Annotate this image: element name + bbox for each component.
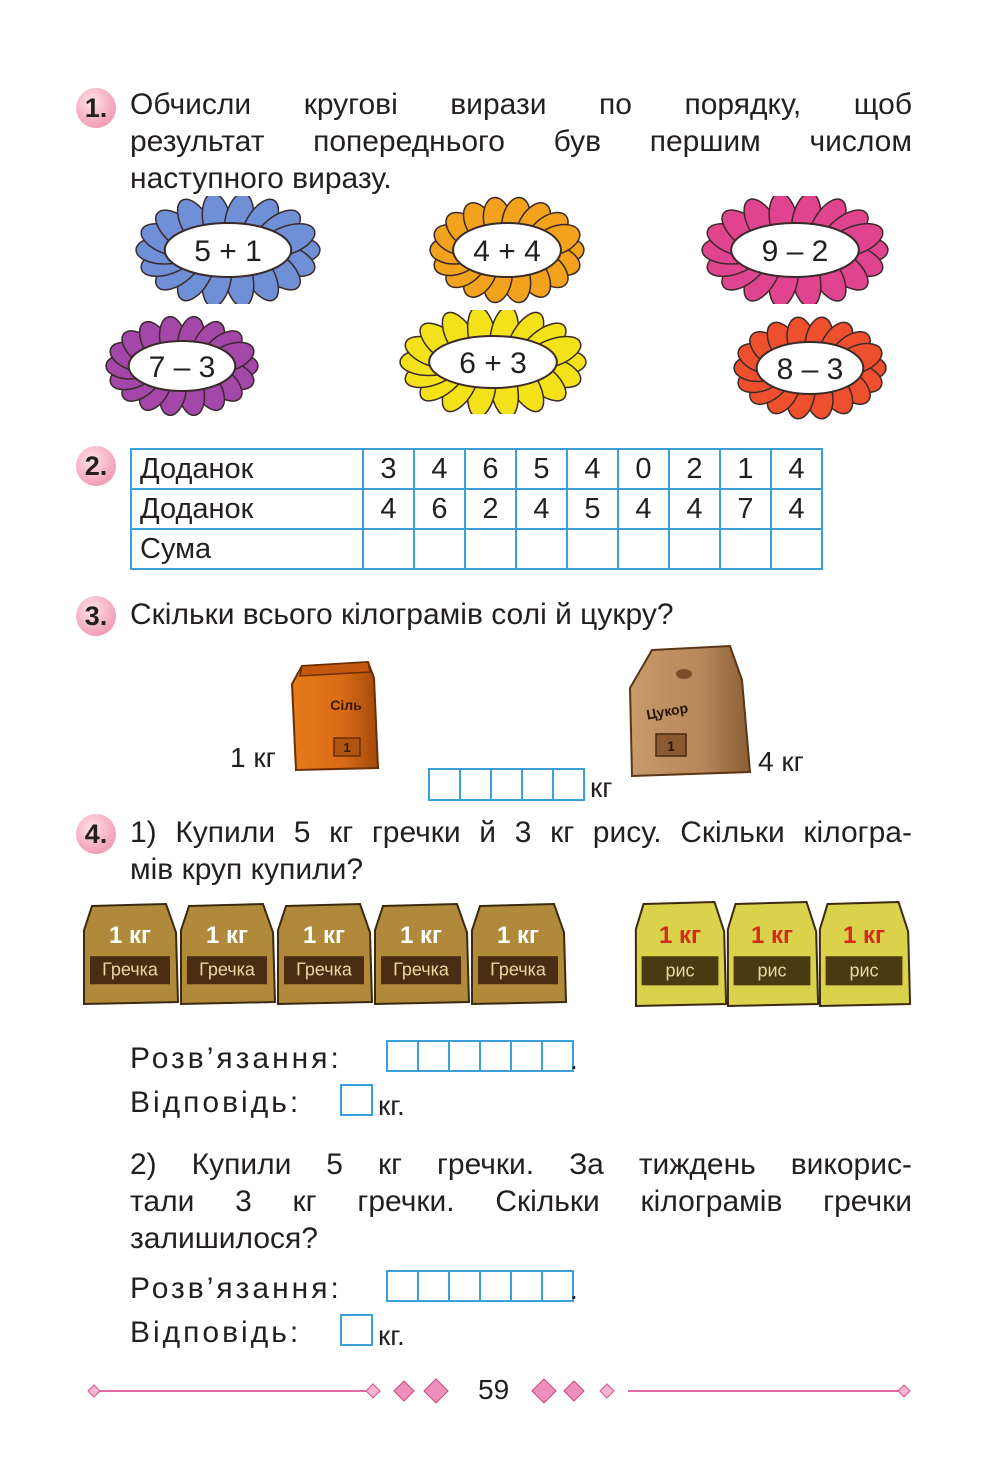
- salt-bag-label: Сіль: [330, 697, 362, 713]
- sum-table: [130, 448, 823, 570]
- task4-part2-line: 2) Купили 5 кг гречки. За тиждень викорис-: [130, 1148, 912, 1181]
- flower-expression: [96, 316, 268, 416]
- sugar-bag-number: 1: [667, 738, 675, 754]
- task4-part2-line: залишилося?: [130, 1222, 318, 1255]
- answer-label: Відповідь:: [130, 1316, 302, 1349]
- sum-cell[interactable]: [465, 529, 516, 569]
- addend-cell: 5: [516, 449, 567, 489]
- solution-label: Розв’язання:: [130, 1272, 342, 1305]
- solution-period: .: [570, 1274, 578, 1305]
- table-row: [131, 489, 822, 529]
- bag-name-label: рис: [849, 960, 879, 981]
- task-number: 2.: [76, 446, 116, 486]
- page-number: 59: [478, 1374, 510, 1405]
- bag-name-label: Гречка: [199, 959, 255, 980]
- bag-weight-label: 1 кг: [842, 921, 886, 949]
- sum-cell[interactable]: [567, 529, 618, 569]
- solution-label: Розв’язання:: [130, 1042, 342, 1075]
- addend-cell: 3: [363, 449, 414, 489]
- task4-part1-line: мів круп купили?: [130, 853, 364, 886]
- task1-text-line: наступного виразу.: [130, 162, 392, 195]
- bag-name-label: Гречка: [102, 959, 158, 980]
- answer-box[interactable]: [340, 1314, 373, 1346]
- task-number: 4.: [76, 814, 116, 854]
- addend-cell: 6: [414, 489, 465, 529]
- flower-expression: [692, 196, 898, 304]
- flower-expression-text: 4 + 4: [473, 235, 541, 268]
- task-number: 3.: [76, 596, 116, 636]
- task3-question: Скільки всього кілограмів солі й цукру?: [130, 598, 674, 631]
- grain-bag-icon: [274, 900, 374, 1008]
- bag-weight-label: 1 кг: [750, 921, 794, 949]
- flower-expression: [126, 196, 330, 304]
- bag-weight-label: 1 кг: [496, 922, 540, 950]
- row-label: Сума: [131, 529, 363, 569]
- addend-cell: 4: [771, 489, 822, 529]
- sum-cell[interactable]: [363, 529, 414, 569]
- flower-expression-text: 5 + 1: [194, 235, 262, 268]
- bag-weight-label: 1 кг: [399, 922, 443, 950]
- addend-cell: 2: [465, 489, 516, 529]
- grain-bag-icon: [177, 900, 277, 1008]
- bag-weight-label: 1 кг: [205, 922, 249, 950]
- task-number: 1.: [76, 88, 116, 128]
- grain-bag-icon: [371, 900, 471, 1008]
- sum-cell[interactable]: [669, 529, 720, 569]
- addend-cell: 5: [567, 489, 618, 529]
- row-label: Доданок: [131, 489, 363, 529]
- bag-name-label: рис: [665, 960, 695, 981]
- solution-period: .: [570, 1044, 578, 1075]
- addend-cell: 4: [414, 449, 465, 489]
- addend-cell: 4: [771, 449, 822, 489]
- sum-cell[interactable]: [618, 529, 669, 569]
- addend-cell: 4: [669, 489, 720, 529]
- addend-cell: 1: [720, 449, 771, 489]
- answer-label: Відповідь:: [130, 1086, 302, 1119]
- bag-name-label: Гречка: [490, 959, 546, 980]
- addend-cell: 4: [618, 489, 669, 529]
- answer-unit: кг.: [378, 1090, 405, 1121]
- sum-cell[interactable]: [516, 529, 567, 569]
- solution-boxes[interactable]: [386, 1270, 574, 1302]
- sugar-bag-label: Цукор: [645, 699, 690, 723]
- task4-part1-line: 1) Купили 5 кг гречки й 3 кг рису. Скільки кілогра-: [130, 816, 912, 849]
- addend-cell: 0: [618, 449, 669, 489]
- sugar-weight: 4 кг: [758, 746, 804, 777]
- sum-cell[interactable]: [414, 529, 465, 569]
- addend-cell: 4: [363, 489, 414, 529]
- grain-bag-icon: [80, 900, 180, 1008]
- bag-weight-label: 1 кг: [302, 922, 346, 950]
- sum-cell[interactable]: [771, 529, 822, 569]
- bag-name-label: Гречка: [296, 959, 352, 980]
- flower-expression-text: 6 + 3: [459, 347, 527, 380]
- bag-weight-label: 1 кг: [108, 922, 152, 950]
- flower-expression: [390, 310, 596, 414]
- grain-bag-icon: [468, 900, 568, 1008]
- addend-cell: 2: [669, 449, 720, 489]
- salt-weight: 1 кг: [230, 742, 276, 773]
- sum-cell[interactable]: [720, 529, 771, 569]
- task1-text-line: результат попереднього був першим числом: [130, 125, 912, 158]
- flower-expression-text: 7 – 3: [148, 351, 216, 384]
- answer-unit: кг: [590, 772, 613, 803]
- flower-expression-text: 8 – 3: [776, 353, 844, 386]
- salt-bag-image: [286, 656, 386, 776]
- row-label: Доданок: [131, 449, 363, 489]
- addend-cell: 6: [465, 449, 516, 489]
- answer-boxes[interactable]: [428, 768, 585, 801]
- bag-name-label: рис: [757, 960, 787, 981]
- solution-boxes[interactable]: [386, 1040, 574, 1072]
- flower-expression: [724, 316, 896, 420]
- addend-cell: 7: [720, 489, 771, 529]
- salt-bag-number: 1: [343, 740, 351, 755]
- answer-unit: кг.: [378, 1320, 405, 1351]
- grain-bag-icon: [632, 898, 728, 1010]
- answer-box[interactable]: [340, 1084, 373, 1116]
- addend-cell: 4: [516, 489, 567, 529]
- grain-bag-icon: [724, 898, 820, 1010]
- grain-bag-icon: [816, 898, 912, 1010]
- bag-weight-label: 1 кг: [658, 921, 702, 949]
- task1-text-line: Обчисли кругові вирази по порядку, щоб: [130, 88, 912, 121]
- flower-expression: [420, 196, 594, 304]
- bag-name-label: Гречка: [393, 959, 449, 980]
- task4-part2-line: тали 3 кг гречки. Скільки кілограмів гречки: [130, 1185, 912, 1218]
- table-row: [131, 529, 822, 569]
- addend-cell: 4: [567, 449, 618, 489]
- flower-expression-text: 9 – 2: [761, 235, 829, 268]
- table-row: [131, 449, 822, 489]
- sugar-bag-image: [622, 642, 758, 782]
